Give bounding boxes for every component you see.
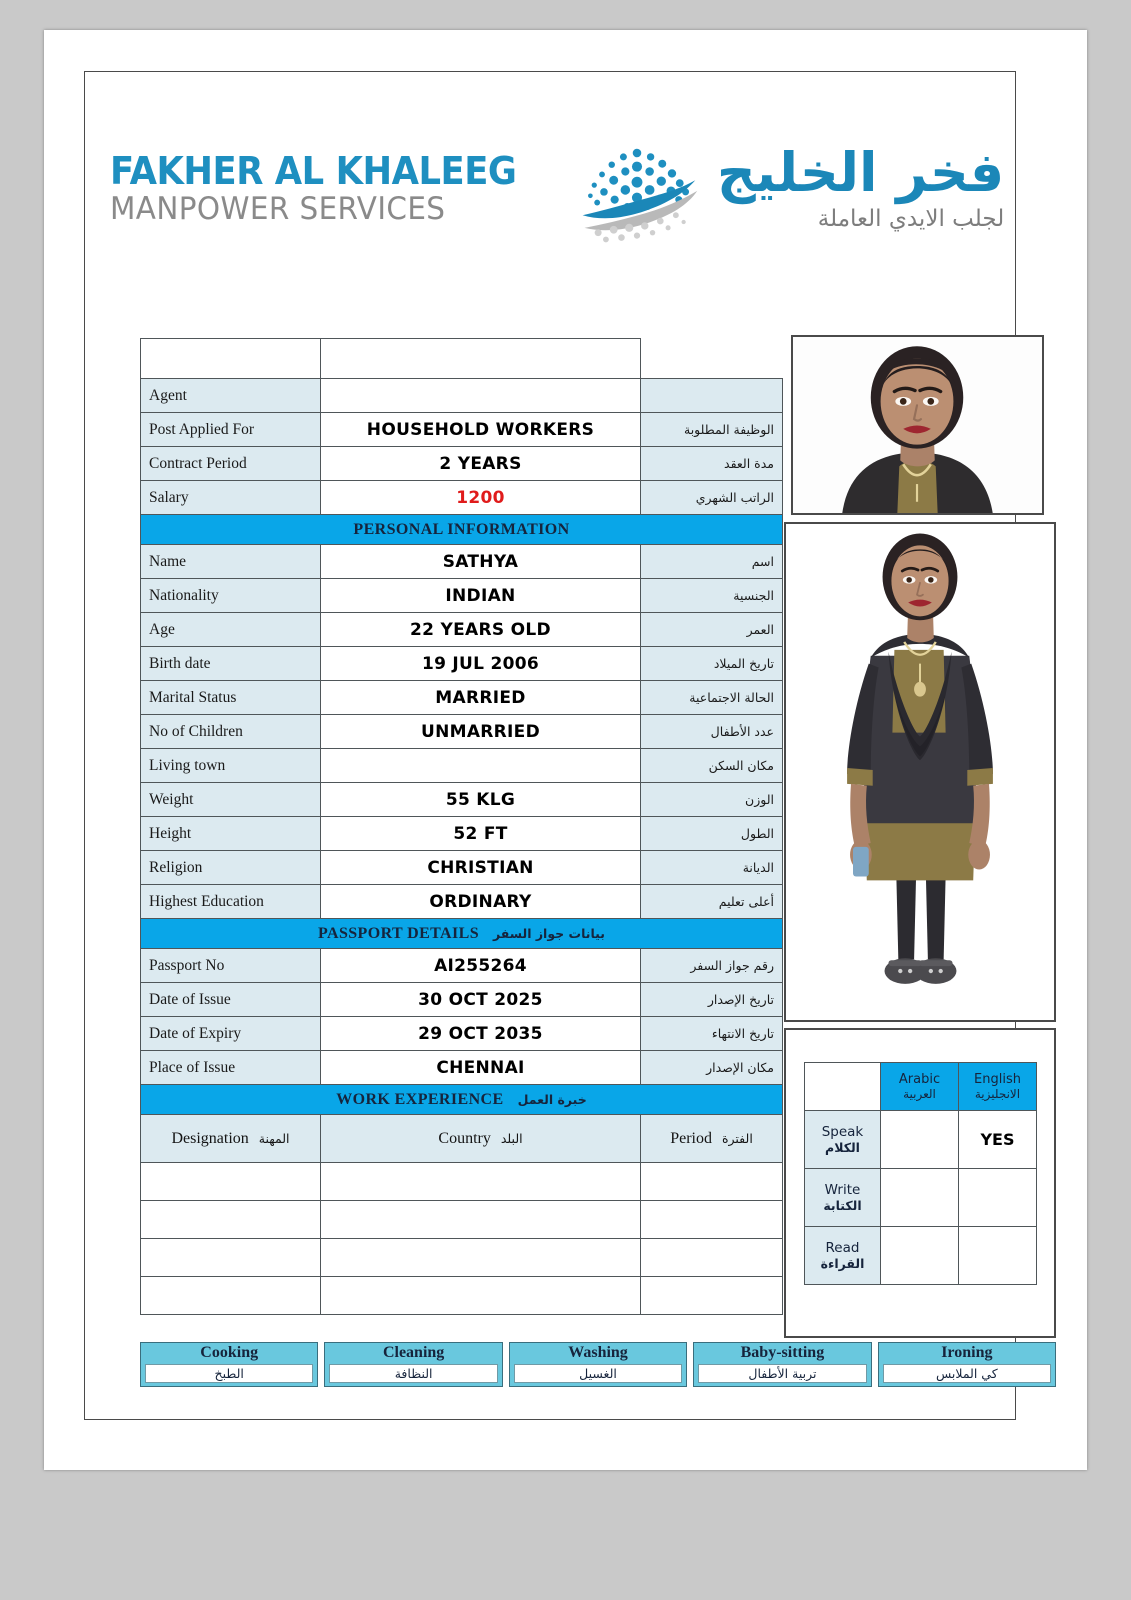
- row-value-agent[interactable]: [321, 379, 641, 413]
- table-row: [141, 1163, 783, 1201]
- language-read-arabic-value[interactable]: [881, 1227, 959, 1285]
- row-value-name[interactable]: SATHYA: [321, 545, 641, 579]
- work-row-period[interactable]: [641, 1277, 783, 1315]
- blank-cell-right: [641, 339, 783, 379]
- row-value-post-applied-for[interactable]: HOUSEHOLD WORKERS: [321, 413, 641, 447]
- work-row-period[interactable]: [641, 1201, 783, 1239]
- language-row-read-ar: القراءة: [820, 1256, 865, 1271]
- skill-ironing[interactable]: [878, 1342, 1056, 1387]
- skill-washing-en: Washing: [568, 1344, 628, 1361]
- section-header-work-experience: [141, 1085, 783, 1115]
- language-row-write: [805, 1169, 1037, 1227]
- column-header-period: [641, 1115, 783, 1163]
- table-row: [141, 1201, 783, 1239]
- table-row: [141, 1017, 783, 1051]
- company-header: [85, 72, 1015, 304]
- skill-baby-sitting-en: Baby-sitting: [740, 1344, 825, 1361]
- table-row: [141, 715, 783, 749]
- skill-cleaning[interactable]: [324, 1342, 502, 1387]
- row-value-place-of-issue[interactable]: CHENNAI: [321, 1051, 641, 1085]
- logo-row: [85, 129, 1015, 247]
- column-header-country-ar: البلد: [500, 1130, 523, 1146]
- row-arabic-birth-date: تاريخ الميلاد: [641, 647, 783, 681]
- row-label-no-of-children: No of Children: [141, 715, 321, 749]
- row-label-salary: Salary: [141, 481, 321, 515]
- section-header-cell: [141, 919, 783, 949]
- table-row: [141, 681, 783, 715]
- row-label-birth-date: Birth date: [141, 647, 321, 681]
- row-value-passport-no[interactable]: AI255264: [321, 949, 641, 983]
- column-header-designation: [141, 1115, 321, 1163]
- logo-english-text: [109, 148, 547, 227]
- section-title-passport-en: PASSPORT DETAILS: [318, 924, 480, 942]
- row-arabic-date-of-expiry: تاريخ الانتهاء: [641, 1017, 783, 1051]
- column-header-country: [321, 1115, 641, 1163]
- table-row: [141, 983, 783, 1017]
- table-row: [141, 545, 783, 579]
- skill-ironing-ar: كي الملابس: [883, 1364, 1051, 1383]
- section-header-passport-details: [141, 919, 783, 949]
- section-header-cell: [141, 1085, 783, 1115]
- headshot-illustration: [793, 337, 1042, 513]
- language-column-english-ar: الانجليزية: [974, 1087, 1021, 1101]
- language-skills-panel: [784, 1028, 1056, 1338]
- column-header-designation-ar: المهنة: [258, 1130, 290, 1146]
- language-row-speak: [805, 1111, 1037, 1169]
- row-value-age[interactable]: 22 YEARS OLD: [321, 613, 641, 647]
- row-arabic-marital-status: الحالة الاجتماعية: [641, 681, 783, 715]
- row-arabic-nationality: الجنسية: [641, 579, 783, 613]
- language-row-label-read: [805, 1227, 881, 1285]
- work-row-country[interactable]: [321, 1163, 641, 1201]
- row-value-contract-period[interactable]: 2 YEARS: [321, 447, 641, 481]
- language-speak-english-value[interactable]: YES: [959, 1111, 1037, 1169]
- language-write-english-value[interactable]: [959, 1169, 1037, 1227]
- row-label-nationality: Nationality: [141, 579, 321, 613]
- table-row: [141, 749, 783, 783]
- row-value-height[interactable]: 52 FT: [321, 817, 641, 851]
- row-arabic-post-applied-for: الوظيفة المطلوبة: [641, 413, 783, 447]
- work-row-designation[interactable]: [141, 1163, 321, 1201]
- work-row-country[interactable]: [321, 1201, 641, 1239]
- language-read-english-value[interactable]: [959, 1227, 1037, 1285]
- language-row-speak-en: Speak: [821, 1124, 864, 1140]
- table-row: [141, 613, 783, 647]
- row-arabic-highest-education: أعلى تعليم: [641, 885, 783, 919]
- section-header-cell: [141, 515, 783, 545]
- language-column-arabic-ar: العربية: [903, 1087, 936, 1101]
- skill-cleaning-ar: النظافة: [329, 1364, 497, 1383]
- work-row-designation[interactable]: [141, 1201, 321, 1239]
- logo-tagline-arabic: لجلب الايدي العاملة: [817, 205, 1005, 232]
- skill-cleaning-en: Cleaning: [382, 1344, 445, 1361]
- row-label-passport-no: Passport No: [141, 949, 321, 983]
- row-label-post-applied-for: Post Applied For: [141, 413, 321, 447]
- section-title-work-en: WORK EXPERIENCE: [336, 1090, 504, 1108]
- language-column-english-en: English: [974, 1072, 1021, 1087]
- applicant-fullbody-photo: [784, 522, 1056, 1022]
- language-row-speak-ar: الكلام: [825, 1140, 860, 1155]
- column-header-designation-en: Designation: [171, 1129, 249, 1147]
- table-row: [141, 481, 783, 515]
- work-experience-column-headers: [141, 1115, 783, 1163]
- language-column-arabic: [881, 1063, 959, 1111]
- table-row: [141, 817, 783, 851]
- section-title-work-ar: خبرة العمل: [517, 1091, 587, 1107]
- row-label-place-of-issue: Place of Issue: [141, 1051, 321, 1085]
- skill-ironing-en: Ironing: [941, 1344, 993, 1361]
- column-header-period-en: Period: [670, 1129, 712, 1147]
- row-arabic-name: اسم: [641, 545, 783, 579]
- row-label-living-town: Living town: [141, 749, 321, 783]
- row-label-marital-status: Marital Status: [141, 681, 321, 715]
- language-header-row: [805, 1063, 1037, 1111]
- row-arabic-agent: [641, 379, 783, 413]
- language-table-corner-cell: [805, 1063, 881, 1111]
- section-title-passport-ar: بيانات جواز السفر: [493, 925, 605, 941]
- row-value-weight[interactable]: 55 KLG: [321, 783, 641, 817]
- row-value-date-of-issue[interactable]: 30 OCT 2025: [321, 983, 641, 1017]
- logo-arabic-text: [716, 140, 1005, 232]
- skill-baby-sitting[interactable]: [693, 1342, 871, 1387]
- row-value-no-of-children[interactable]: UNMARRIED: [321, 715, 641, 749]
- language-row-read: [805, 1227, 1037, 1285]
- table-row: [141, 1051, 783, 1085]
- skill-washing[interactable]: [509, 1342, 687, 1387]
- language-row-write-ar: الكتابة: [823, 1198, 862, 1213]
- table-row: [141, 647, 783, 681]
- applicant-details-table: [140, 338, 783, 1315]
- skill-baby-sitting-ar: تربية الأطفال: [698, 1364, 866, 1383]
- work-row-country[interactable]: [321, 1239, 641, 1277]
- applicant-headshot-photo: [791, 335, 1044, 515]
- row-label-name: Name: [141, 545, 321, 579]
- blank-cell-left: [141, 339, 321, 379]
- row-value-living-town[interactable]: [321, 749, 641, 783]
- language-row-label-write: [805, 1169, 881, 1227]
- row-label-contract-period: Contract Period: [141, 447, 321, 481]
- logo-company-name: FAKHER AL KHALEEG: [109, 148, 517, 193]
- row-label-date-of-expiry: Date of Expiry: [141, 1017, 321, 1051]
- row-label-height: Height: [141, 817, 321, 851]
- row-value-highest-education[interactable]: ORDINARY: [321, 885, 641, 919]
- skill-cooking-en: Cooking: [200, 1344, 259, 1361]
- column-header-period-ar: الفترة: [721, 1130, 753, 1146]
- globe-swoosh-logo-icon: [569, 129, 705, 247]
- section-title-personal-en: PERSONAL INFORMATION: [353, 520, 570, 538]
- row-value-birth-date[interactable]: 19 JUL 2006: [321, 647, 641, 681]
- table-row: [141, 579, 783, 613]
- language-write-arabic-value[interactable]: [881, 1169, 959, 1227]
- row-value-nationality[interactable]: INDIAN: [321, 579, 641, 613]
- skill-cooking[interactable]: [140, 1342, 318, 1387]
- skills-footer: [140, 1342, 1056, 1387]
- logo-company-name-arabic: فخر الخليج: [716, 140, 1005, 204]
- language-column-arabic-en: Arabic: [898, 1072, 941, 1087]
- table-row: [141, 1239, 783, 1277]
- table-row-blank: [141, 339, 783, 379]
- row-arabic-age: العمر: [641, 613, 783, 647]
- table-row: [141, 413, 783, 447]
- row-arabic-living-town: مكان السكن: [641, 749, 783, 783]
- row-label-age: Age: [141, 613, 321, 647]
- cv-sheet: [44, 30, 1087, 1470]
- skill-cooking-ar: الطبخ: [145, 1364, 313, 1383]
- row-label-highest-education: Highest Education: [141, 885, 321, 919]
- work-row-designation[interactable]: [141, 1277, 321, 1315]
- language-skills-table: [804, 1062, 1037, 1285]
- row-label-weight: Weight: [141, 783, 321, 817]
- row-label-religion: Religion: [141, 851, 321, 885]
- section-header-personal-information: [141, 515, 783, 545]
- row-value-date-of-expiry[interactable]: 29 OCT 2035: [321, 1017, 641, 1051]
- language-row-write-en: Write: [824, 1182, 861, 1198]
- language-speak-arabic-value[interactable]: [881, 1111, 959, 1169]
- row-arabic-date-of-issue: تاريخ الإصدار: [641, 983, 783, 1017]
- work-row-period[interactable]: [641, 1239, 783, 1277]
- row-arabic-no-of-children: عدد الأطفال: [641, 715, 783, 749]
- table-row: [141, 379, 783, 413]
- row-label-date-of-issue: Date of Issue: [141, 983, 321, 1017]
- row-arabic-weight: الوزن: [641, 783, 783, 817]
- language-row-label-speak: [805, 1111, 881, 1169]
- fullbody-illustration: [786, 524, 1054, 1020]
- work-row-period[interactable]: [641, 1163, 783, 1201]
- row-value-salary[interactable]: 1200: [321, 481, 641, 515]
- work-row-designation[interactable]: [141, 1239, 321, 1277]
- row-arabic-contract-period: مدة العقد: [641, 447, 783, 481]
- logo-company-tagline: MANPOWER SERVICES: [109, 190, 446, 227]
- table-row: [141, 851, 783, 885]
- language-column-english: [959, 1063, 1037, 1111]
- table-row: [141, 949, 783, 983]
- row-arabic-salary: الراتب الشهري: [641, 481, 783, 515]
- table-row: [141, 447, 783, 481]
- work-row-country[interactable]: [321, 1277, 641, 1315]
- table-row: [141, 1277, 783, 1315]
- skill-washing-ar: الغسيل: [514, 1364, 682, 1383]
- table-row: [141, 783, 783, 817]
- row-arabic-height: الطول: [641, 817, 783, 851]
- column-header-country-en: Country: [438, 1129, 491, 1147]
- row-value-religion[interactable]: CHRISTIAN: [321, 851, 641, 885]
- row-value-marital-status[interactable]: MARRIED: [321, 681, 641, 715]
- table-row: [141, 885, 783, 919]
- blank-cell-middle: [321, 339, 641, 379]
- row-arabic-passport-no: رقم جواز السفر: [641, 949, 783, 983]
- row-arabic-religion: الديانة: [641, 851, 783, 885]
- language-row-read-en: Read: [825, 1240, 860, 1256]
- row-label-agent: Agent: [141, 379, 321, 413]
- row-arabic-place-of-issue: مكان الإصدار: [641, 1051, 783, 1085]
